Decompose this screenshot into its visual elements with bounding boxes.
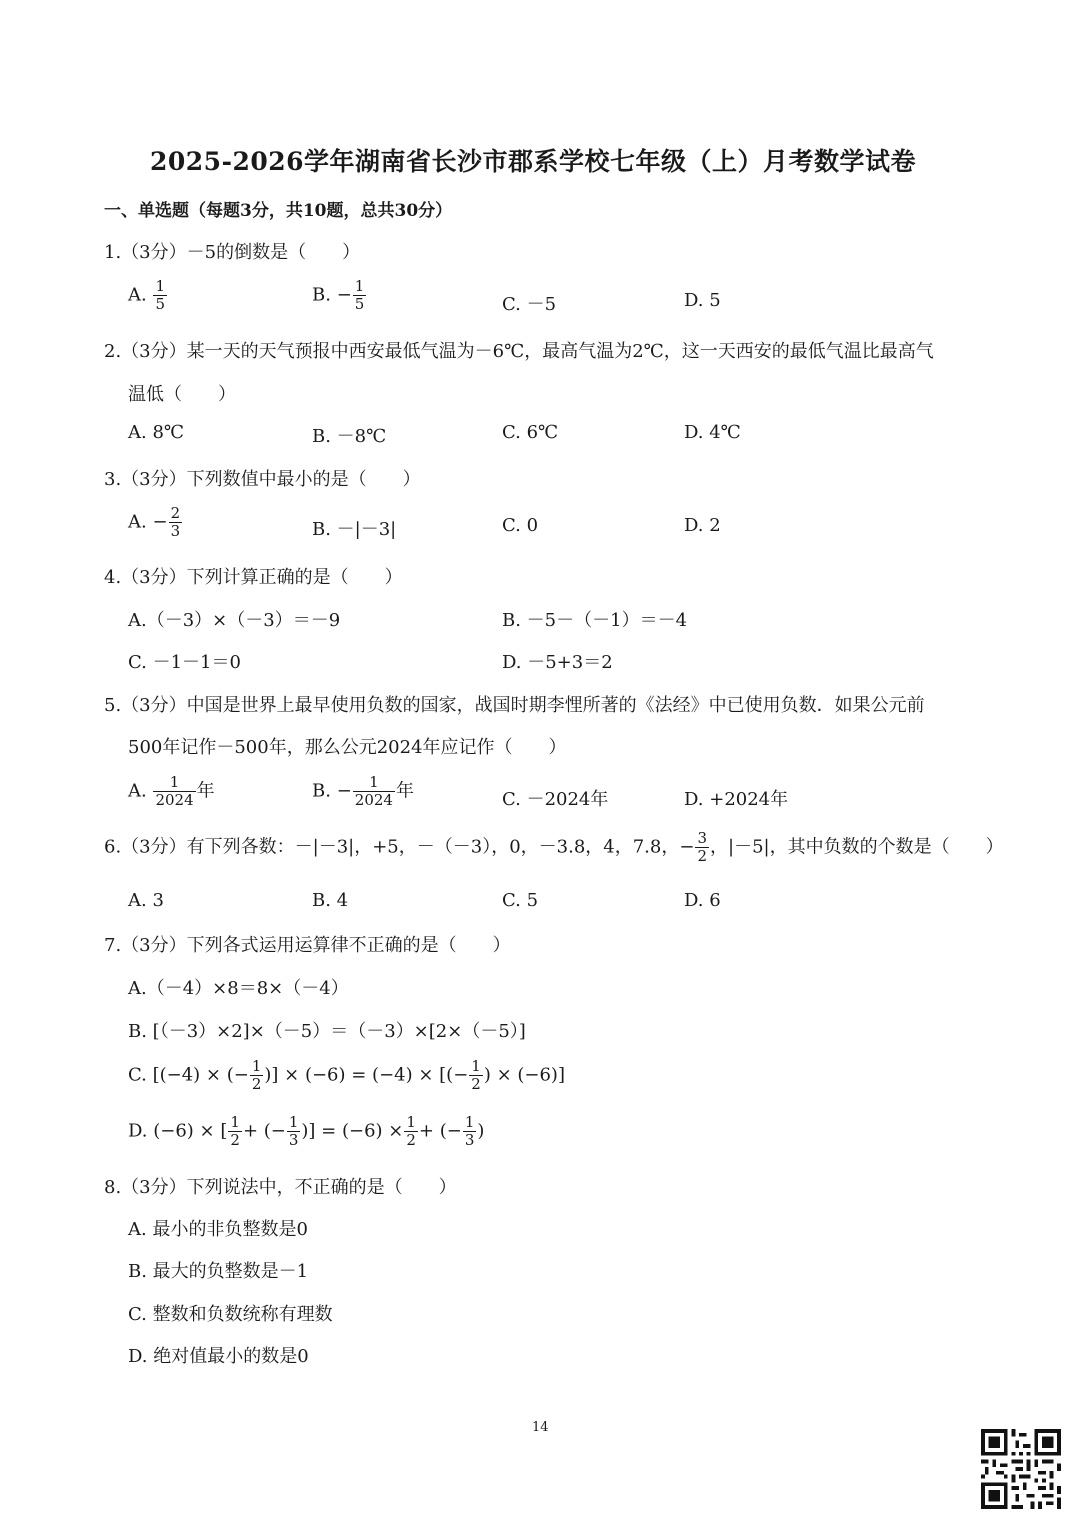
question-3-stem: 3.（3分）下列数值中最小的是（ ） [104, 469, 421, 490]
page-title: 2025-2026学年湖南省长沙市郡系学校七年级（上）月考数学试卷 [150, 147, 917, 176]
page-number: 14 [532, 1420, 549, 1435]
minus-sign: − [336, 780, 352, 802]
question-4-stem: 4.（3分）下列计算正确的是（ ） [104, 567, 403, 588]
option-label: C. [128, 1064, 147, 1086]
fraction [353, 774, 395, 809]
fraction [153, 774, 195, 809]
question-8-option-b: B. 最大的负整数是－1 [128, 1261, 309, 1282]
numerator: 1 [230, 1113, 240, 1131]
numerator: 1 [169, 773, 180, 791]
minus-sign: − [679, 836, 695, 858]
option-label: A. [128, 511, 147, 533]
denominator: 5 [354, 295, 365, 313]
question-1-stem: 1.（3分）－5的倒数是（ ） [104, 242, 361, 263]
numerator: 1 [155, 277, 166, 295]
question-5-option-a [128, 774, 215, 809]
fraction [287, 1114, 301, 1149]
fraction [404, 1114, 418, 1149]
option-label: B. [312, 284, 331, 306]
question-8-option-d: D. 绝对值最小的数是0 [128, 1346, 309, 1367]
unit-year: 年 [395, 780, 414, 802]
question-5-stem-line-2: 500年记作－500年，那么公元2024年应记作（ ） [128, 737, 567, 758]
question-7-option-c [128, 1058, 565, 1093]
math-text: + (− [242, 1120, 286, 1142]
stem-text: 6.（3分）有下列各数：－|－3|，+5，－（－3），0，－3.8，4，7.8， [104, 836, 680, 858]
question-5-option-c: C. －2024年 [502, 789, 609, 810]
denominator: 2 [471, 1075, 481, 1093]
fraction [250, 1058, 264, 1093]
question-3-option-c: C. 0 [502, 515, 539, 536]
numerator: 1 [406, 1113, 416, 1131]
question-7-option-a: A.（－4）×8＝8×（－4） [128, 978, 349, 999]
question-4-option-d: D. －5+3＝2 [502, 652, 613, 673]
option-label: A. [128, 284, 147, 306]
math-text: (−6) × [ [153, 1120, 228, 1142]
denominator: 5 [155, 295, 166, 313]
numerator: 1 [251, 1057, 262, 1075]
numerator: 1 [354, 277, 365, 295]
math-text: )] × (−6) = (−4) × [(− [264, 1064, 469, 1086]
numerator: 1 [471, 1057, 481, 1075]
denominator: 2024 [354, 791, 393, 809]
math-text: [(−4) × (− [152, 1064, 249, 1086]
denominator: 3 [464, 1131, 475, 1149]
fraction [695, 830, 709, 865]
fraction [169, 505, 183, 540]
minus-sign: − [336, 284, 352, 306]
question-2-option-d: D. 4℃ [684, 422, 741, 443]
math-text: ) [477, 1120, 485, 1142]
math-text: ) × (−6)] [483, 1064, 565, 1086]
question-2-stem-line-1: 2.（3分）某一天的天气预报中西安最低气温为－6℃，最高气温为2℃，这一天西安的最低气温比最高气 [104, 341, 934, 362]
math-text: )] = (−6) × [301, 1120, 404, 1142]
question-3-option-d: D. 2 [684, 515, 721, 536]
question-1-option-d: D. 5 [684, 290, 721, 311]
question-5-stem-line-1: 5.（3分）中国是世界上最早使用负数的国家，战国时期李悝所著的《法经》中已使用负数．如果公元前 [104, 695, 925, 716]
question-8-stem: 8.（3分）下列说法中，不正确的是（ ） [104, 1177, 457, 1198]
question-5-option-b [312, 774, 414, 809]
fraction [469, 1058, 483, 1093]
option-label: A. [128, 780, 147, 802]
stem-text: ，|－5|，其中负数的个数是（ ） [710, 836, 1004, 858]
numerator: 1 [288, 1113, 299, 1131]
question-2-stem-line-2: 温低（ ） [128, 384, 236, 405]
question-1-option-a [128, 278, 168, 313]
denominator: 3 [288, 1131, 299, 1149]
question-1-option-b [312, 278, 367, 313]
question-2-option-c: C. 6℃ [502, 422, 559, 443]
fraction [228, 1114, 242, 1149]
fraction [153, 278, 167, 313]
question-7-option-b: B. [（－3）×2]×（－5）＝（－3）×[2×（－5）] [128, 1021, 526, 1042]
question-2-option-b: B. －8℃ [312, 426, 387, 447]
question-6-option-d: D. 6 [684, 890, 721, 911]
question-2-option-a: A. 8℃ [128, 422, 185, 443]
numerator: 1 [464, 1113, 475, 1131]
qr-code-icon [981, 1429, 1061, 1509]
minus-sign: − [152, 511, 168, 533]
question-8-option-a: A. 最小的非负整数是0 [128, 1219, 308, 1240]
question-1-option-c: C. －5 [502, 294, 557, 315]
denominator: 2 [251, 1075, 262, 1093]
question-5-option-d: D. +2024年 [684, 789, 789, 810]
fraction [463, 1114, 477, 1149]
section-heading: 一、单选题（每题3分，共10题，总共30分） [104, 201, 453, 221]
denominator: 2 [230, 1131, 240, 1149]
denominator: 2 [406, 1131, 416, 1149]
option-label: B. [312, 780, 331, 802]
option-label: D. [128, 1120, 148, 1142]
unit-year: 年 [196, 780, 215, 802]
question-7-option-d [128, 1114, 484, 1149]
math-text: + (− [418, 1120, 462, 1142]
denominator: 2024 [155, 791, 194, 809]
question-3-option-b: B. －|－3| [312, 519, 397, 540]
fraction [353, 278, 367, 313]
question-7-stem: 7.（3分）下列各式运用运算律不正确的是（ ） [104, 935, 511, 956]
denominator: 3 [170, 522, 181, 540]
question-6-option-c: C. 5 [502, 890, 539, 911]
denominator: 2 [697, 847, 707, 865]
question-4-option-b: B. －5－（－1）＝－4 [502, 610, 688, 631]
question-6-option-b: B. 4 [312, 890, 349, 911]
question-4-option-a: A.（－3）×（－3）＝－9 [128, 610, 341, 631]
numerator: 3 [697, 829, 707, 847]
question-8-option-c: C. 整数和负数统称有理数 [128, 1304, 333, 1325]
question-3-option-a [128, 505, 183, 540]
question-4-option-c: C. －1－1＝0 [128, 652, 241, 673]
question-6-option-a: A. 3 [128, 890, 164, 911]
numerator: 2 [170, 504, 181, 522]
numerator: 1 [369, 773, 379, 791]
question-6-stem [104, 830, 1004, 865]
